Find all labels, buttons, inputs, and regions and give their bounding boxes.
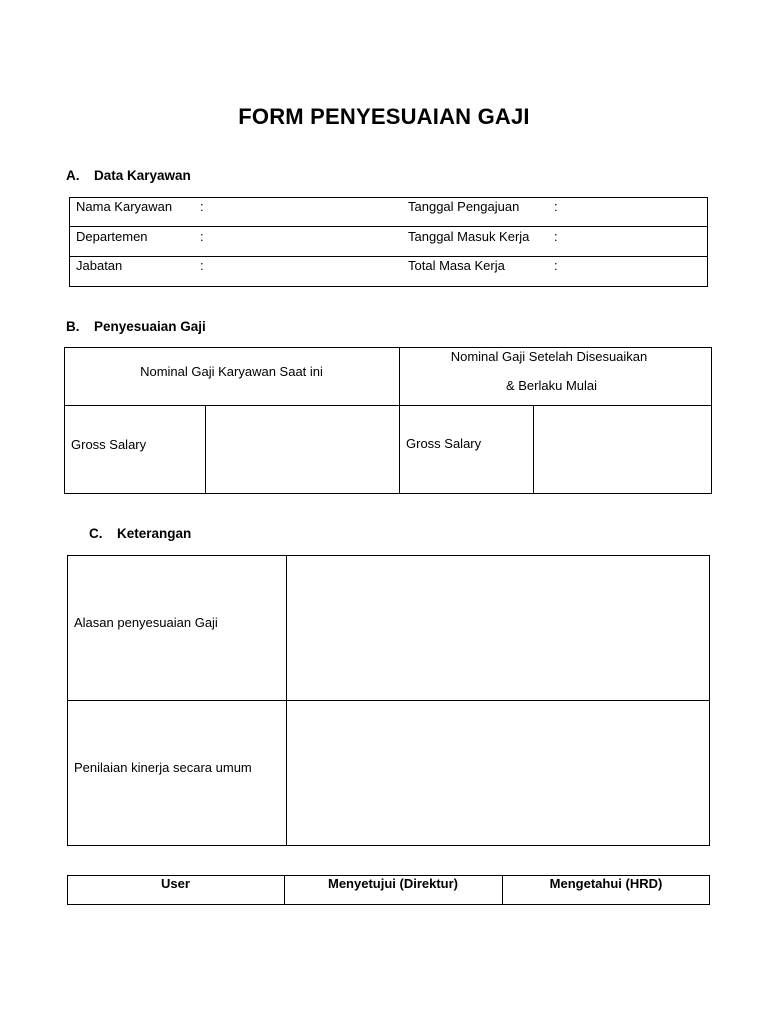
- section-b-heading: [66, 319, 206, 334]
- field-label-jabatan: Jabatan: [76, 258, 123, 273]
- table-divider: [399, 347, 400, 494]
- field-label-nama-karyawan: Nama Karyawan: [76, 199, 173, 214]
- adjusted-gross-salary-label: Gross Salary: [406, 436, 482, 451]
- section-c-heading: [89, 526, 191, 541]
- section-a-heading: [66, 168, 191, 183]
- field-colon: :: [200, 229, 204, 244]
- signature-user-header: User: [161, 876, 190, 891]
- adjusted-salary-header-line1: Nominal Gaji Setelah Disesuaikan: [450, 349, 648, 364]
- form-title: FORM PENYESUAIAN GAJI: [238, 104, 530, 129]
- section-a-title: Data Karyawan: [94, 168, 191, 183]
- section-a-letter: A.: [66, 168, 80, 183]
- current-salary-header: Nominal Gaji Karyawan Saat ini: [140, 364, 323, 379]
- field-label-total-masa-kerja: Total Masa Kerja: [408, 258, 505, 273]
- field-colon: :: [200, 258, 204, 273]
- field-colon: :: [554, 229, 558, 244]
- section-c-letter: C.: [89, 526, 103, 541]
- current-gross-salary-label: Gross Salary: [71, 437, 147, 452]
- section-c-title: Keterangan: [117, 526, 192, 541]
- field-colon: :: [554, 199, 558, 214]
- performance-review-label: Penilaian kinerja secara umum: [74, 760, 252, 775]
- field-label-tanggal-masuk-kerja: Tanggal Masuk Kerja: [408, 229, 530, 244]
- table-divider: [69, 226, 708, 227]
- section-b-title: Penyesuaian Gaji: [94, 319, 206, 334]
- table-divider: [533, 405, 534, 494]
- table-divider: [205, 405, 206, 494]
- adjusted-salary-header-line2: & Berlaku Mulai: [505, 378, 598, 393]
- section-b-letter: B.: [66, 319, 80, 334]
- field-label-tanggal-pengajuan: Tanggal Pengajuan: [408, 199, 520, 214]
- table-divider: [286, 555, 287, 846]
- signature-hrd-header: Mengetahui (HRD): [549, 876, 663, 891]
- adjustment-reason-label: Alasan penyesuaian Gaji: [74, 615, 218, 630]
- table-divider: [69, 256, 708, 257]
- table-divider: [67, 700, 710, 701]
- signature-director-header: Menyetujui (Direktur): [327, 876, 458, 891]
- field-colon: :: [554, 258, 558, 273]
- table-divider: [64, 405, 712, 406]
- field-label-departemen: Departemen: [76, 229, 148, 244]
- field-colon: :: [200, 199, 204, 214]
